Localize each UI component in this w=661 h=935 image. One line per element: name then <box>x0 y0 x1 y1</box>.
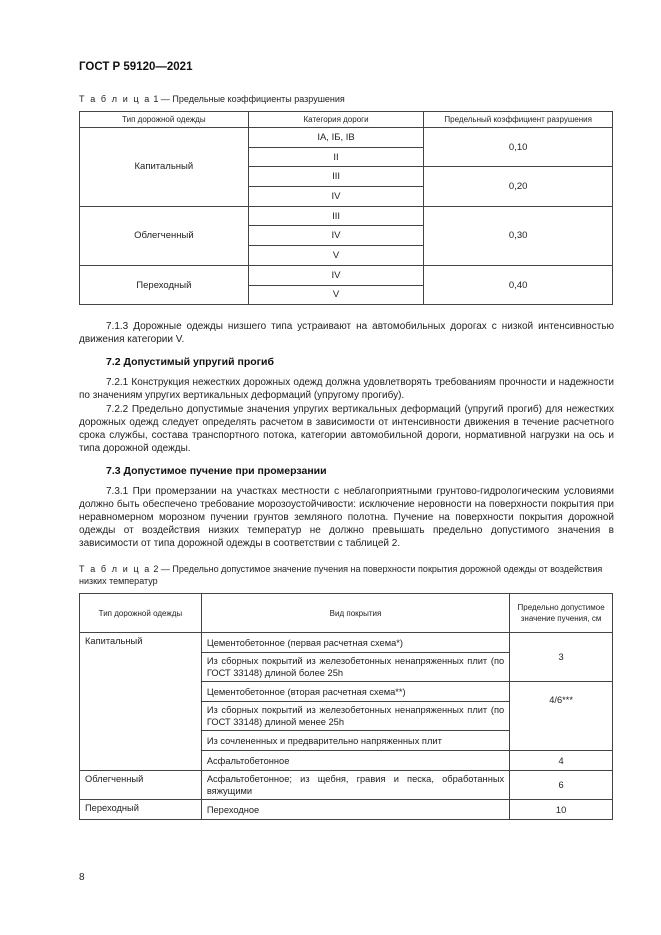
table-row <box>80 771 613 800</box>
table-cell-covering: Асфальтобетонное; из щебня, гравия и песка, обработанных вяжущими <box>201 771 509 800</box>
table-cell-category: III <box>248 206 424 226</box>
table-cell-value: 3 <box>510 633 613 682</box>
table-frost-heave <box>79 593 613 820</box>
table-cell-coefficient: 0,30 <box>424 206 613 265</box>
section-heading-7-3: 7.3 Допустимое пучение при промерзании <box>106 465 327 477</box>
table-cell-covering: Цементобетонное (вторая расчетная схема**) <box>201 682 509 702</box>
table-cell-coefficient: 0,40 <box>424 265 613 304</box>
column-header: Предельно допустимое значение пучения, см <box>510 594 613 633</box>
table1-caption-text: 1 — Предельные коэффициенты разрушения <box>150 94 345 104</box>
document-id: ГОСТ Р 59120—2021 <box>79 61 193 73</box>
table-cell-type: Капитальный <box>80 633 202 771</box>
column-header: Предельный коэффициент разрушения <box>424 112 613 128</box>
table-row <box>80 265 613 285</box>
table-cell-category: III <box>248 167 424 187</box>
table-destruction-coefficients <box>79 111 613 305</box>
table-cell-covering: Асфальтобетонное <box>201 751 509 771</box>
column-header: Вид покрытия <box>201 594 509 633</box>
table-cell-type: Облегченный <box>80 771 202 800</box>
table-cell-category: IV <box>248 226 424 246</box>
column-header: Тип дорожной одежды <box>80 594 202 633</box>
table-cell-covering: Переходное <box>201 800 509 820</box>
table-header-row <box>80 594 613 633</box>
paragraph-7-3-1: 7.3.1 При промерзании на участках местности с неблагоприятными грунтово-гидрологическим условиями должно быть обеспечено требование морозоустойчивости: исключение неровности на поверхности покрытия при неравномерном морозном пучении грунтов земляного полотна. Пучение на поверхности покрытия дорожной одежды от воздействия низких температур не должно превышать предельно допустимого значения в зависимости от типа дорожной одежды в соответствии с таблицей 2. <box>79 486 614 549</box>
table2-caption <box>79 563 614 587</box>
table-cell-value: 4/6*** <box>510 682 613 751</box>
table1-caption-label: Т а б л и ц а <box>79 94 151 104</box>
table-row <box>80 633 613 653</box>
table-row <box>80 206 613 226</box>
table-cell-type: Переходный <box>80 265 249 304</box>
table-cell-category: IV <box>248 265 424 285</box>
table-cell-type: Облегченный <box>80 206 249 265</box>
table2-caption-text: 2 — Предельно допустимое значение пучения на поверхности покрытия дорожной одежды от воздействия низких температур <box>79 564 603 586</box>
table-cell-value: 6 <box>510 771 613 800</box>
column-header: Категория дороги <box>248 112 424 128</box>
paragraph-7-2-2: 7.2.2 Предельно допустимые значения упругих вертикальных деформаций (упругий прогиб) для нежестких дорожных одежд следует определять расчетом в зависимости от интенсивности движения в течение расчетного срока службы, состава транспортного потока, категории автомобильной дороги, нормативной нагрузки на ось и типа дорожной одежды. <box>79 404 614 454</box>
table-header-row <box>80 112 613 128</box>
table-cell-type: Переходный <box>80 800 202 820</box>
table-row <box>80 800 613 820</box>
table-row <box>80 128 613 148</box>
table-cell-type: Капитальный <box>80 128 249 207</box>
table-cell-covering: Из сочлененных и предварительно напряженных плит <box>201 731 509 751</box>
table-cell-category: V <box>248 246 424 266</box>
paragraph-7-1-3: 7.1.3 Дорожные одежды низшего типа устраивают на автомобильных дорогах с низкой интенсивностью движения категории V. <box>79 321 614 345</box>
table-cell-coefficient: 0,10 <box>424 128 613 167</box>
table-cell-category: V <box>248 285 424 305</box>
paragraph-7-2-1: 7.2.1 Конструкция нежестких дорожных одежд должна удовлетворять требованиям прочности и надежности по значениям упругих вертикальных деформаций (упругому прогибу). <box>79 377 614 401</box>
table-cell-category: II <box>248 147 424 167</box>
table-cell-value: 4 <box>510 751 613 771</box>
table1-caption <box>79 93 345 105</box>
table-cell-covering: Цементобетонное (первая расчетная схема*) <box>201 633 509 653</box>
table-cell-covering: Из сборных покрытий из железобетонных ненапряженных плит (по ГОСТ 33148) длиной менее 25h <box>201 702 509 731</box>
table-cell-category: IV <box>248 187 424 207</box>
column-header: Тип дорожной одежды <box>80 112 249 128</box>
page-number: 8 <box>79 872 85 883</box>
section-heading-7-2: 7.2 Допустимый упругий прогиб <box>106 356 274 368</box>
table-cell-coefficient: 0,20 <box>424 167 613 206</box>
table-cell-category: IA, IБ, IB <box>248 128 424 148</box>
table2-caption-label: Т а б л и ц а <box>79 564 151 574</box>
table-cell-covering: Из сборных покрытий из железобетонных ненапряженных плит (по ГОСТ 33148) длиной более 25h <box>201 653 509 682</box>
table-cell-value: 10 <box>510 800 613 820</box>
